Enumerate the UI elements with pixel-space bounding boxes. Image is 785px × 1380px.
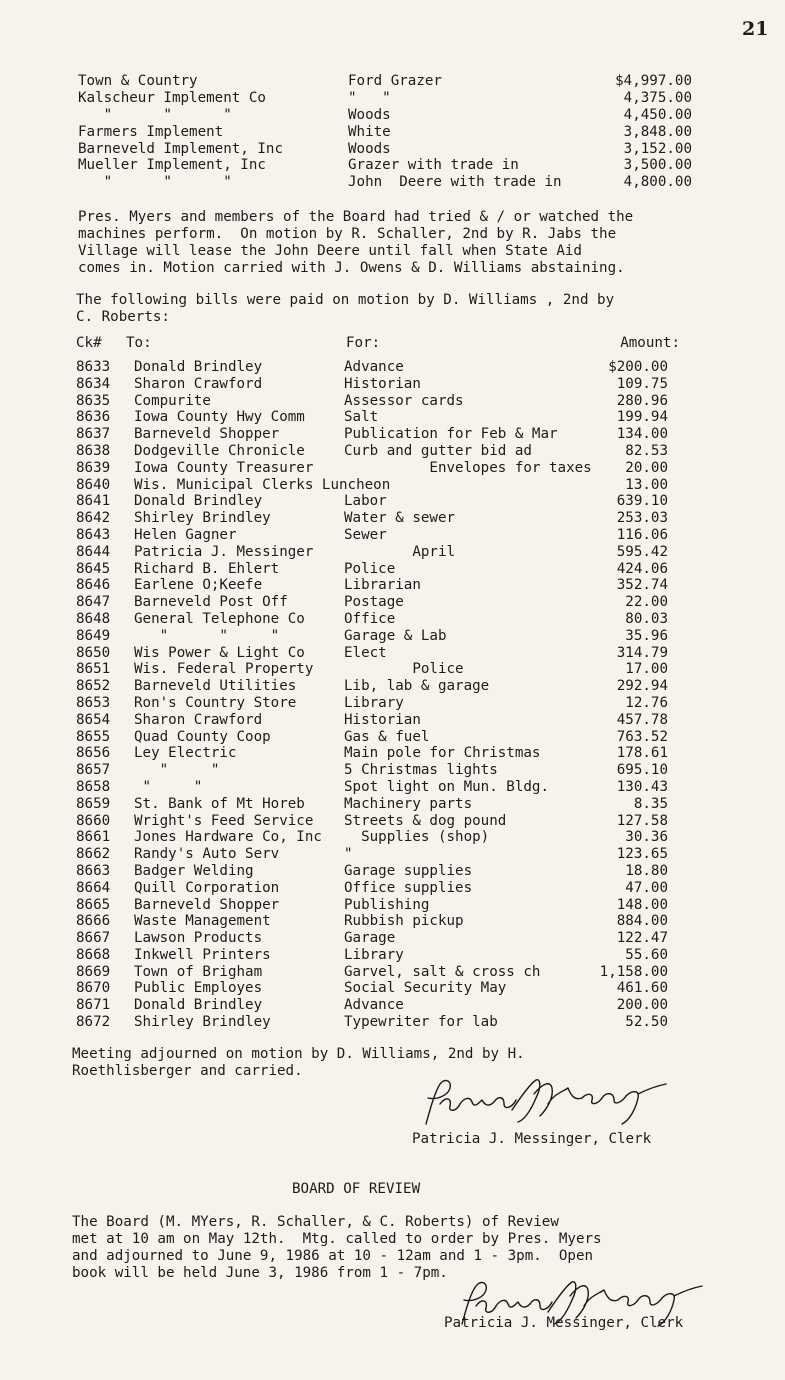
bid-amount: 3,500.00	[623, 157, 692, 174]
bill-purpose: Advance	[344, 359, 404, 375]
clerk-signature-1	[400, 1074, 690, 1130]
bill-row	[76, 829, 668, 846]
bill-payee: " "	[134, 762, 220, 779]
paragraph-line: comes in. Motion carried with J. Owens & D. Williams abstaining.	[78, 259, 625, 276]
bill-amount: 457.78	[616, 711, 668, 728]
bill-amount: 134.00	[616, 426, 668, 443]
paragraph-line: book will be held June 3, 1986 from 1 - 7pm.	[72, 1264, 448, 1281]
bill-payee: Earlene O;Keefe	[134, 577, 263, 594]
bill-amount: 461.60	[616, 980, 668, 997]
page-number: 21	[742, 18, 769, 40]
bill-amount: 127.58	[616, 812, 668, 829]
bill-row	[76, 561, 668, 578]
bill-payee: Iowa County Hwy Comm	[134, 409, 305, 426]
bill-row	[76, 426, 668, 443]
bill-check-number: 8660	[76, 812, 111, 829]
bill-row	[76, 460, 668, 477]
bill-payee: Jones Hardware Co, Inc	[134, 829, 322, 846]
bid-dealer: " " "	[78, 174, 232, 191]
bill-check-number: 8643	[76, 526, 111, 543]
bid-row	[78, 73, 692, 90]
bill-payee: Shirley Brindley	[134, 1014, 271, 1031]
bill-check-number: 8655	[76, 728, 111, 745]
bid-row	[78, 141, 692, 158]
bill-check-number: 8636	[76, 409, 111, 426]
bill-payee: Donald Brindley	[134, 359, 263, 375]
bill-purpose: Advance	[344, 997, 404, 1014]
bill-row	[76, 544, 668, 561]
bill-row	[76, 897, 668, 914]
bill-row	[76, 661, 668, 678]
bid-dealer: " " "	[78, 106, 232, 123]
bill-purpose: Librarian	[344, 577, 421, 594]
bill-purpose: Social Security May	[344, 980, 507, 997]
bill-check-number: 8645	[76, 560, 111, 577]
bill-check-number: 8657	[76, 762, 111, 779]
bill-check-number: 8648	[76, 610, 111, 627]
bill-payee: General Telephone Co	[134, 610, 305, 627]
bill-check-number: 8653	[76, 694, 111, 711]
bill-payee: Wis Power & Light Co	[134, 644, 305, 661]
bill-payee: Dodgeville Chronicle	[134, 442, 305, 459]
bill-payee: Town of Brigham	[134, 963, 263, 980]
clerk-name-2: Patricia J. Messinger, Clerk	[444, 1315, 684, 1331]
bill-check-number: 8637	[76, 426, 111, 443]
bill-row	[76, 980, 668, 997]
bill-check-number: 8640	[76, 476, 111, 493]
bid-dealer: Town & Country	[78, 73, 198, 89]
bill-payee: Barneveld Shopper	[134, 896, 280, 913]
bid-machine: Woods	[348, 106, 391, 123]
bill-row	[76, 930, 668, 947]
bid-amount: 4,375.00	[623, 89, 692, 106]
bill-purpose: Labor	[344, 493, 387, 510]
bill-check-number: 8652	[76, 678, 111, 695]
bill-check-number: 8671	[76, 997, 111, 1014]
bill-row	[76, 695, 668, 712]
bill-amount: 8.35	[633, 795, 668, 812]
bill-purpose: Envelopes for taxes	[344, 459, 592, 476]
bill-check-number: 8644	[76, 543, 111, 560]
bill-check-number: 8661	[76, 829, 111, 846]
bill-check-number: 8654	[76, 711, 111, 728]
bill-payee: Donald Brindley	[134, 493, 263, 510]
bill-row	[76, 964, 668, 981]
bid-dealer: Mueller Implement, Inc	[78, 157, 266, 174]
bill-payee: Shirley Brindley	[134, 510, 271, 527]
bill-row	[76, 678, 668, 695]
bill-row	[76, 493, 668, 510]
bid-dealer: Farmers Implement	[78, 123, 224, 140]
bill-check-number: 8663	[76, 862, 111, 879]
bill-payee: Wis. Federal Property	[134, 661, 314, 678]
bill-check-number: 8666	[76, 913, 111, 930]
bill-purpose: Postage	[344, 594, 404, 611]
bill-amount: 763.52	[616, 728, 668, 745]
bill-amount: 123.65	[616, 846, 668, 863]
bill-amount: 109.75	[616, 375, 668, 392]
bill-purpose: Historian	[344, 375, 421, 392]
bill-check-number: 8668	[76, 946, 111, 963]
bill-payee: Ley Electric	[134, 745, 237, 762]
bill-purpose: Garage	[344, 930, 396, 947]
bill-row	[76, 577, 668, 594]
header-amount: Amount:	[620, 335, 680, 351]
header-purpose: For:	[346, 335, 381, 351]
bid-machine: Grazer with trade in	[348, 157, 519, 174]
bill-check-number: 8656	[76, 745, 111, 762]
bill-purpose: Office supplies	[344, 879, 473, 896]
bill-row	[76, 745, 668, 762]
bill-amount: 280.96	[616, 392, 668, 409]
bill-purpose: Police	[344, 560, 396, 577]
bill-payee: Sharon Crawford	[134, 375, 263, 392]
paragraph-line: machines perform. On motion by R. Schaller, 2nd by R. Jabs the	[78, 225, 617, 242]
header-check-number: Ck#	[76, 335, 102, 351]
bill-amount: 12.76	[625, 694, 668, 711]
bill-check-number: 8665	[76, 896, 111, 913]
bid-machine: " "	[348, 89, 391, 106]
bill-amount: 178.61	[616, 745, 668, 762]
lease-decision-paragraph	[78, 209, 633, 277]
bill-purpose: Historian	[344, 711, 421, 728]
bill-row	[76, 359, 668, 376]
bid-amount: $4,997.00	[615, 73, 692, 89]
bill-amount: 292.94	[616, 678, 668, 695]
paragraph-line: C. Roberts:	[76, 308, 170, 325]
bill-check-number: 8639	[76, 459, 111, 476]
bill-payee: Barneveld Shopper	[134, 426, 280, 443]
bid-machine: White	[348, 123, 391, 140]
bill-amount: 47.00	[625, 879, 668, 896]
bill-check-number: 8638	[76, 442, 111, 459]
bill-payee: Barneveld Post Off	[134, 594, 288, 611]
bill-purpose: Elect	[344, 644, 387, 661]
bill-purpose: Lib, lab & garage	[344, 678, 490, 695]
bid-machine: Woods	[348, 140, 391, 157]
board-of-review-paragraph	[72, 1214, 602, 1282]
bill-check-number: 8651	[76, 661, 111, 678]
bill-row	[76, 947, 668, 964]
bill-check-number: 8634	[76, 375, 111, 392]
bill-payee: " " "	[134, 627, 280, 644]
bill-row	[76, 863, 668, 880]
bid-machine: John Deere with trade in	[348, 174, 562, 191]
bill-check-number: 8647	[76, 594, 111, 611]
paragraph-line: and adjourned to June 9, 1986 at 10 - 12am and 1 - 3pm. Open	[72, 1247, 594, 1264]
bill-purpose: Library	[344, 694, 404, 711]
bill-purpose: Machinery parts	[344, 795, 473, 812]
bill-row	[76, 477, 668, 494]
bills-table	[76, 359, 668, 1031]
bill-row	[76, 880, 668, 897]
bill-purpose: Streets & dog pound	[344, 812, 507, 829]
bill-row	[76, 846, 668, 863]
bill-amount: 200.00	[616, 997, 668, 1014]
bill-payee: Badger Welding	[134, 862, 254, 879]
bill-payee: Public Employes	[134, 980, 263, 997]
bill-payee: Randy's Auto Serv	[134, 846, 280, 863]
bill-amount: 424.06	[616, 560, 668, 577]
bill-amount: 18.80	[625, 862, 668, 879]
bill-row	[76, 645, 668, 662]
bill-amount: 148.00	[616, 896, 668, 913]
bill-purpose: Main pole for Christmas	[344, 745, 541, 762]
bill-purpose: April	[344, 543, 456, 560]
bill-purpose: Assessor cards	[344, 392, 464, 409]
bill-check-number: 8672	[76, 1014, 111, 1031]
bill-payee: " "	[134, 778, 203, 795]
bid-amount: 4,800.00	[623, 174, 692, 191]
bill-row	[76, 913, 668, 930]
bill-amount: 122.47	[616, 930, 668, 947]
bill-row	[76, 796, 668, 813]
bill-check-number: 8669	[76, 963, 111, 980]
bill-amount: 253.03	[616, 510, 668, 527]
bill-amount: 116.06	[616, 526, 668, 543]
bill-check-number: 8641	[76, 493, 111, 510]
bill-purpose: Sewer	[344, 526, 387, 543]
bill-amount: 22.00	[625, 594, 668, 611]
bill-amount: 17.00	[625, 661, 668, 678]
machine-bids-list	[78, 73, 692, 191]
bill-purpose: Garage supplies	[344, 862, 473, 879]
bill-amount: 13.00	[625, 476, 668, 493]
bill-row	[76, 443, 668, 460]
bill-amount: 595.42	[616, 543, 668, 560]
bill-amount: $200.00	[608, 359, 668, 375]
bill-row	[76, 712, 668, 729]
bill-payee: Donald Brindley	[134, 997, 263, 1014]
bill-row	[76, 813, 668, 830]
bid-amount: 3,152.00	[623, 140, 692, 157]
bid-row	[78, 107, 692, 124]
bill-amount: 82.53	[625, 442, 668, 459]
bid-amount: 4,450.00	[623, 106, 692, 123]
bill-purpose: Rubbish pickup	[344, 913, 464, 930]
bill-amount: 314.79	[616, 644, 668, 661]
bill-row	[76, 393, 668, 410]
board-of-review-title: BOARD OF REVIEW	[292, 1181, 421, 1197]
bill-purpose: Salt	[344, 409, 379, 426]
bid-machine: Ford Grazer	[348, 73, 442, 89]
bill-row	[76, 510, 668, 527]
bill-purpose: 5 Christmas lights	[344, 762, 498, 779]
bill-purpose: Police	[344, 661, 464, 678]
bill-payee: Iowa County Treasurer	[134, 459, 314, 476]
bill-payee: Sharon Crawford	[134, 711, 263, 728]
bill-purpose: Typewriter for lab	[344, 1014, 498, 1031]
bill-row	[76, 997, 668, 1014]
bills-table-header	[76, 335, 680, 352]
bill-row	[76, 779, 668, 796]
bill-purpose: Supplies (shop)	[344, 829, 490, 846]
bill-payee: Patricia J. Messinger	[134, 543, 314, 560]
bill-amount: 55.60	[625, 946, 668, 963]
bill-purpose: Gas & fuel	[344, 728, 430, 745]
paragraph-line: Village will lease the John Deere until fall when State Aid	[78, 242, 582, 259]
bill-row	[76, 409, 668, 426]
bill-purpose: "	[344, 846, 353, 863]
header-payee: To:	[126, 335, 152, 351]
bill-purpose: Curb and gutter bid ad	[344, 442, 532, 459]
bid-dealer: Kalscheur Implement Co	[78, 89, 266, 106]
bill-amount: 35.96	[625, 627, 668, 644]
bill-purpose: Publication for Feb & Mar	[344, 426, 558, 443]
bill-payee: Barneveld Utilities	[134, 678, 297, 695]
bill-payee: Ron's Country Store	[134, 694, 297, 711]
bill-check-number: 8662	[76, 846, 111, 863]
bill-purpose: Library	[344, 946, 404, 963]
bid-row	[78, 124, 692, 141]
bill-payee: Quad County Coop	[134, 728, 271, 745]
bill-purpose: Garage & Lab	[344, 627, 447, 644]
bill-amount: 1,158.00	[599, 963, 668, 980]
bill-check-number: 8670	[76, 980, 111, 997]
bill-purpose: Office	[344, 610, 396, 627]
bill-amount: 352.74	[616, 577, 668, 594]
bill-check-number: 8658	[76, 778, 111, 795]
bill-payee: Wis. Municipal Clerks Luncheon	[134, 476, 391, 493]
clerk-name-1: Patricia J. Messinger, Clerk	[412, 1131, 652, 1147]
bid-row	[78, 157, 692, 174]
paragraph-line: The Board (M. MYers, R. Schaller, & C. Roberts) of Review	[72, 1214, 559, 1230]
bill-payee: Helen Gagner	[134, 526, 237, 543]
bill-payee: St. Bank of Mt Horeb	[134, 795, 305, 812]
bill-row	[76, 1014, 668, 1031]
bill-amount: 695.10	[616, 762, 668, 779]
bill-amount: 80.03	[625, 610, 668, 627]
bill-check-number: 8642	[76, 510, 111, 527]
bill-check-number: 8633	[76, 359, 111, 375]
paragraph-line: Roethlisberger and carried.	[72, 1062, 303, 1079]
bill-row	[76, 611, 668, 628]
bill-amount: 130.43	[616, 778, 668, 795]
bill-amount: 30.36	[625, 829, 668, 846]
bill-purpose: Garvel, salt & cross ch	[344, 963, 541, 980]
bill-payee: Richard B. Ehlert	[134, 560, 280, 577]
bid-dealer: Barneveld Implement, Inc	[78, 140, 283, 157]
bill-payee: Compurite	[134, 392, 211, 409]
bill-check-number: 8635	[76, 392, 111, 409]
bill-amount: 884.00	[616, 913, 668, 930]
bill-check-number: 8667	[76, 930, 111, 947]
bill-check-number: 8650	[76, 644, 111, 661]
bill-check-number: 8664	[76, 879, 111, 896]
bid-row	[78, 90, 692, 107]
bill-row	[76, 729, 668, 746]
bill-payee: Wright's Feed Service	[134, 812, 314, 829]
bill-purpose: Water & sewer	[344, 510, 456, 527]
bill-purpose: Publishing	[344, 896, 430, 913]
paragraph-line: Pres. Myers and members of the Board had tried & / or watched the	[78, 209, 634, 225]
paragraph-line: The following bills were paid on motion by D. Williams , 2nd by	[76, 292, 615, 308]
bills-intro-paragraph	[76, 292, 614, 326]
bill-amount: 199.94	[616, 409, 668, 426]
bid-row	[78, 174, 692, 191]
bill-row	[76, 628, 668, 645]
bill-check-number: 8646	[76, 577, 111, 594]
bill-purpose: Spot light on Mun. Bldg.	[344, 778, 549, 795]
bill-row	[76, 527, 668, 544]
bill-row	[76, 376, 668, 393]
bill-check-number: 8659	[76, 795, 111, 812]
bid-amount: 3,848.00	[623, 123, 692, 140]
bill-payee: Lawson Products	[134, 930, 263, 947]
bill-payee: Waste Management	[134, 913, 271, 930]
bill-amount: 52.50	[625, 1014, 668, 1031]
bill-row	[76, 594, 668, 611]
bill-payee: Inkwell Printers	[134, 946, 271, 963]
bill-amount: 20.00	[625, 459, 668, 476]
bill-amount: 639.10	[616, 493, 668, 510]
bill-check-number: 8649	[76, 627, 111, 644]
bill-row	[76, 762, 668, 779]
bill-payee: Quill Corporation	[134, 879, 280, 896]
paragraph-line: Meeting adjourned on motion by D. Williams, 2nd by H.	[72, 1046, 525, 1062]
paragraph-line: met at 10 am on May 12th. Mtg. called to order by Pres. Myers	[72, 1230, 602, 1247]
